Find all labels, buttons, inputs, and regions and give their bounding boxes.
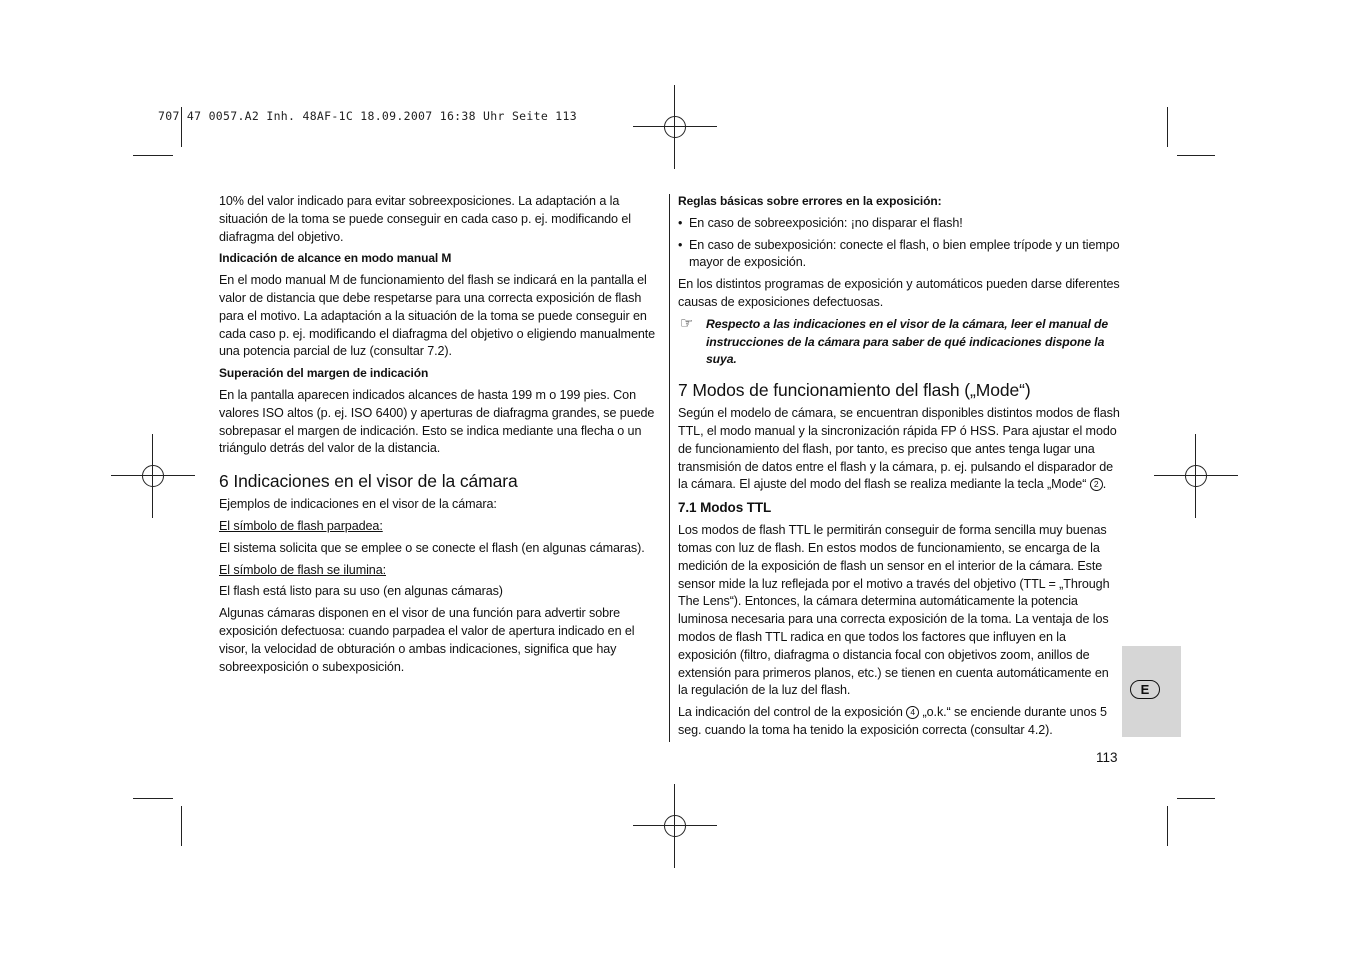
bullet-text: En caso de subexposición: conecte el flash, o bien emplee trípode y un tiempo mayor de exposición.	[689, 237, 1120, 270]
paragraph: Los modos de flash TTL le permitirán conseguir de forma sencilla muy buenas tomas con luz de flash. En estos modos de funcionamiento, se encarga de la medición de la exposición de flash un sensor en el interior de la cámara. Este sensor mide la luz reflejada por el motivo a través del objetivo (TTL = „Through The Lens“). Entonces, la cámara determina automáticamente la potencia luminosa necesaria para una correcta exposición de la toma. La ventaja de los modos de flash TTL radica en que todos los factores que influyen en la exposición (filtro, diafragma o distancia focal con objetivos zoom, anillos de extensión para primeros planos, etc.) se tienen en cuenta automáticamente en la regulación de la luz del flash.	[678, 523, 1110, 698]
bullet-icon: •	[678, 215, 683, 230]
note-text: Respecto a las indicaciones en el visor de la cámara, leer el manual de instrucciones de la cámara para saber de qué indicaciones dispone la suya.	[706, 316, 1109, 367]
paragraph-text: Según el modelo de cámara, se encuentran disponibles distintos modos de flash TTL, el modo manual y la sincronización rápida FP ó HSS. Para ajustar el modo de funcionamiento del flash, por tanto, es preciso que antes tenga lugar una transmisión de datos entre el flash y la cámara, p. ej. pulsando el disparador de la cámara. El ajuste del modo del flash se realiza mediante la tecla „Mode“	[678, 406, 1120, 492]
paragraph: El sistema solicita que se emplee o se conecte el flash (en algunas cámaras).	[219, 540, 645, 555]
paragraph: En la pantalla aparecen indicados alcances de hasta 199 m o 199 pies. Con valores ISO altos (p. ej. ISO 6400) y aperturas de diafragma grandes, se puede sobrepasar el margen de indicación. Esto se indica mediante una flecha o un triángulo detrás del valor de la distancia.	[219, 387, 655, 456]
section-6-title: 6 Indicaciones en el visor de la cámara	[219, 471, 518, 492]
circled-number: 2	[1090, 478, 1103, 491]
paragraph: En los distintos programas de exposición y automáticos pueden darse diferentes causas de exposiciones defectuosas.	[678, 277, 1120, 309]
crop-mark-top-right-h	[1177, 155, 1215, 156]
page-number: 113	[1096, 750, 1118, 765]
bullet-icon: •	[678, 237, 683, 252]
print-slug: 707 47 0057.A2 Inh. 48AF-1C 18.09.2007 16:38 Uhr Seite 113	[158, 109, 577, 123]
note	[678, 316, 1120, 369]
paragraph: 10% del valor indicado para evitar sobreexposiciones. La adaptación a la situación de la toma se puede conseguir en cada caso p. ej. modificando el diafragma del objetivo.	[219, 194, 631, 244]
crop-mark-bottom-right-v	[1167, 806, 1168, 846]
bullet-text: En caso de sobreexposición: ¡no disparar el flash!	[689, 215, 963, 230]
registration-mark-left	[133, 456, 173, 496]
pointing-hand-icon: ☞	[680, 314, 694, 332]
section-7-title: 7 Modos de funcionamiento del flash („Mode“)	[678, 380, 1031, 401]
paragraph: Algunas cámaras disponen en el visor de una función para advertir sobre exposición defectuosa: cuando parpadea el valor de apertura indicado en el visor, la velocidad de obturación o ambas indicaciones, significa que hay sobreexposición o subexposición.	[219, 606, 635, 674]
language-tab	[1122, 646, 1181, 737]
paragraph-text: „o.k.“ se enciende durante unos 5 seg. cuando la toma ha tenido la exposición correcta (consultar 4.2).	[678, 705, 1107, 737]
paragraph-text: La indicación del control de la exposición	[678, 705, 903, 720]
paragraph: Ejemplos de indicaciones en el visor de la cámara:	[219, 497, 497, 512]
crop-mark-bottom-left-v	[181, 806, 182, 846]
subheading-exposure-rules: Reglas básicas sobre errores en la exposición:	[678, 194, 942, 208]
paragraph: El flash está listo para su uso (en algunas cámaras)	[219, 584, 503, 599]
registration-mark-right	[1176, 456, 1216, 496]
bullet-item	[678, 237, 1120, 273]
bullet-item	[678, 215, 1120, 233]
right-column	[678, 193, 1120, 744]
underlined-label-flash-lit: El símbolo de flash se ilumina:	[219, 562, 386, 577]
registration-mark-bottom	[655, 806, 695, 846]
crop-mark-bottom-left-h	[133, 798, 173, 799]
registration-mark-top	[655, 107, 695, 147]
paragraph: En el modo manual M de funcionamiento del flash se indicará en la pantalla el valor de distancia que debe respetarse para una correcta exposición de flash para el motivo. La adaptación a la situación de la toma se puede conseguir en cada caso p. ej. modificando el diafragma del objetivo o eligiendo manualmente una potencia parcial de luz (consultar 7.2).	[219, 273, 656, 359]
underlined-label-flash-blinks: El símbolo de flash parpadea:	[219, 518, 383, 533]
crop-mark-top-right-v	[1167, 107, 1168, 147]
paragraph	[678, 704, 1120, 740]
paragraph	[678, 405, 1120, 494]
language-badge: E	[1130, 680, 1160, 699]
crop-mark-bottom-right-h	[1177, 798, 1215, 799]
subsection-7-1-title: 7.1 Modos TTL	[678, 500, 772, 516]
left-column	[219, 193, 659, 680]
paragraph-text: .	[1102, 477, 1107, 492]
circled-number: 4	[906, 706, 919, 719]
subheading-range-manual: Indicación de alcance en modo manual M	[219, 251, 452, 266]
crop-mark-top-left-h	[133, 155, 173, 156]
column-divider	[669, 194, 670, 742]
subheading-range-exceeded: Superación del margen de indicación	[219, 366, 429, 381]
